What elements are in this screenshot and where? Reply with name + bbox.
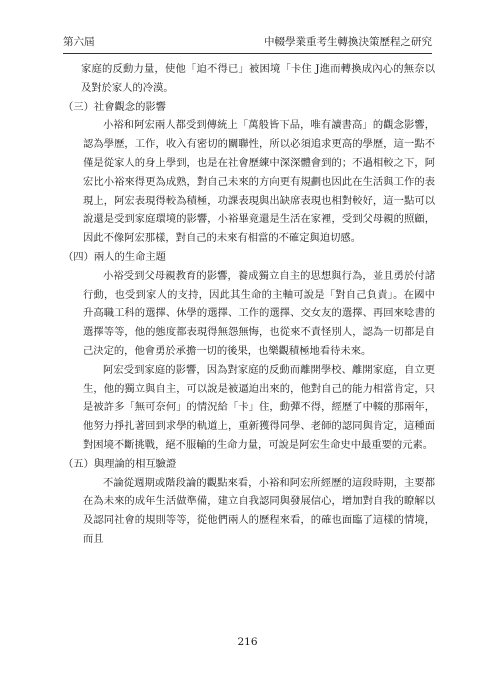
body-text <box>63 60 435 549</box>
paragraph-theory: 不論從週期或階段論的觀點來看，小裕和阿宏所經歷的這段時期，主要都在為未來的成年生活做準備，建立自我認同與發展信心，增加對自我的瞭解以及認同社會的規則等等，從他們兩人的歷程來看，的確也面臨了這樣的情境，而且 <box>83 476 435 545</box>
running-header <box>63 33 432 54</box>
paragraph-xiaoyu-theme: 小裕受到父母親教育的影響，養成獨立自主的思想與行為，並且勇於付諸行動，也受到家人的支持，因此其生命的主軸可說是「對自己負責」。在國中升高職工科的選擇、休學的選擇、工作的選擇、交女友的選擇、再回來唸書的選擇等等，他的態度都表現得無怨無悔，也從來不責怪別人，認為一切都是自己決定的，他會勇於承擔一切的後果，也樂觀積極地看待未來。 <box>83 269 435 357</box>
header-title: 中輟學業重考生轉換決策歷程之研究 <box>264 36 432 48</box>
section-heading-4: （四）兩人的生命主題 <box>63 250 166 263</box>
section-heading-3: （三）社會觀念的影響 <box>63 100 166 113</box>
page-number: 216 <box>237 636 258 648</box>
paragraph-ahong-theme: 阿宏受到家庭的影響，因為對家庭的反動而離開學校、離開家庭，自立更生，他的獨立與自主，可以說是被逼迫出來的，他對自己的能力相當肯定，只是被許多「無可奈何」的情況給「卡」住，動彈不得，經歷了中輟的那兩年，他努力掙扎著回到求學的軌道上，重新獲得同學、老師的認同與肯定，這種面對困境不斷挑戰，絕不服輸的生命力量，可說是阿宏生命史中最重要的元素。 <box>83 363 435 451</box>
section-heading-5: （五）與理論的相互驗證 <box>63 457 177 470</box>
header-session: 第六屆 <box>63 36 95 48</box>
paragraph-continuation: 家庭的反動力量，使他「迫不得已」被困境「卡住 J進而轉換成內心的無奈以及對於家人的冷漠。 <box>81 63 435 94</box>
paragraph-social-concept: 小裕和阿宏兩人都受到傳統上「萬般皆下品，唯有讀書高」的觀念影響，認為學歷，工作，收入有密切的關聯性，所以必須追求更高的學歷，這一點不僅是從家人的身上學到，也是在社會歷練中深深體會到的；不過相較之下，阿宏比小裕來得更為成熟，對自己未來的方向更有規劃也因此在生活與工作的表現上，阿宏表現得較為積極，功課表現與出缺席表現也相對較好，這一點可以說還是受到家庭環境的影響，小裕畢竟還是生活在家裡，受到父母親的照顧，因此不像阿宏那樣，對自己的未來有相當的不確定與迫切感。 <box>83 119 435 245</box>
